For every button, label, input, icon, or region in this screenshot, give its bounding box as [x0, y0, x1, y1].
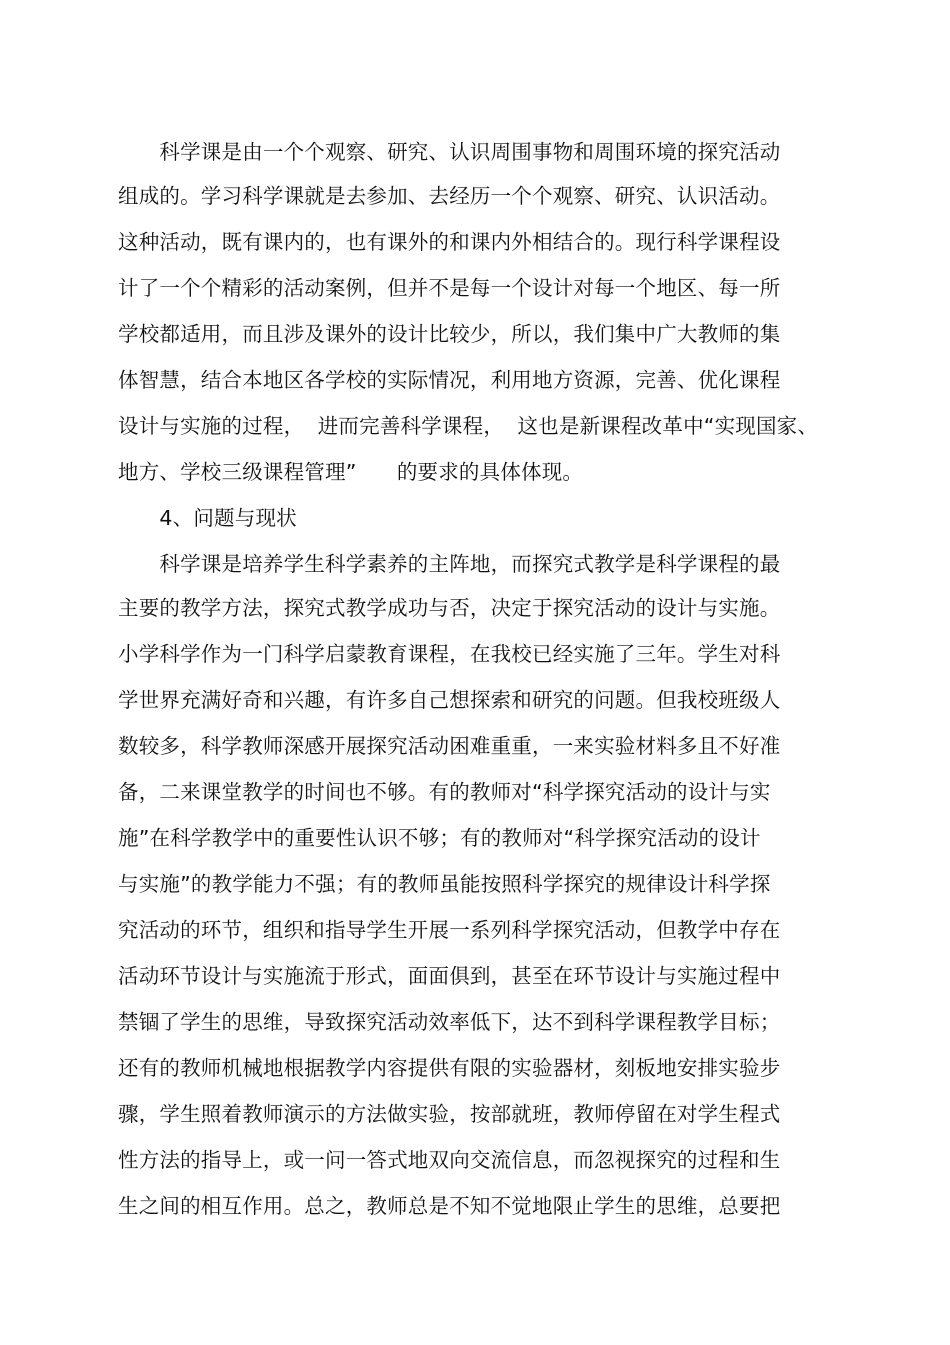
paragraph-line-18: 活动环节设计与实施流于形式，面面俱到，甚至在环节设计与实施过程中	[118, 964, 781, 988]
paragraph-line-12: 学世界充满好奇和兴趣，有许多自己想探索和研究的问题。但我校班级人	[118, 688, 781, 712]
paragraph-line-9: 科学课是培养学生科学素养的主阵地，而探究式教学是科学课程的最	[118, 552, 781, 576]
paragraph-line-21: 骤，学生照着教师演示的方法做实验，按部就班，教师停留在对学生程式	[118, 1102, 781, 1126]
paragraph-line-8: 地方、学校三级课程管理” 的要求的具体体现。	[118, 460, 584, 484]
paragraph-line-13: 数较多，科学教师深感开展探究活动困难重重，一来实验材料多且不好准	[118, 734, 781, 758]
paragraph-line-15: 施”在科学教学中的重要性认识不够；有的教师对“科学探究活动的设计	[118, 826, 761, 850]
section-heading: 4、问题与现状	[118, 506, 297, 530]
paragraph-line-16: 与实施”的教学能力不强；有的教师虽能按照科学探究的规律设计科学探	[118, 872, 771, 896]
paragraph-line-6: 体智慧，结合本地区各学校的实际情况，利用地方资源，完善、优化课程	[118, 368, 781, 392]
paragraph-line-10: 主要的教学方法，探究式教学成功与否，决定于探究活动的设计与实施。	[118, 596, 781, 620]
paragraph-line-22: 性方法的指导上，或一问一答式地双向交流信息，而忽视探究的过程和生	[118, 1148, 781, 1172]
paragraph-line-4: 计了一个个精彩的活动案例，但并不是每一个设计对每一个地区、每一所	[118, 276, 781, 300]
paragraph-line-1: 科学课是由一个个观察、研究、认识周围事物和周围环境的探究活动	[118, 140, 781, 164]
paragraph-line-2: 组成的。学习科学课就是去参加、去经历一个个观察、研究、认识活动。	[118, 184, 781, 208]
paragraph-line-3: 这种活动，既有课内的，也有课外的和课内外相结合的。现行科学课程设	[118, 230, 781, 254]
paragraph-line-23: 生之间的相互作用。总之，教师总是不知不觉地限止学生的思维，总要把	[118, 1194, 781, 1218]
paragraph-line-7: 设计与实施的过程， 进而完善科学课程， 这也是新课程改革中“实现国家、	[118, 414, 819, 438]
paragraph-line-19: 禁锢了学生的思维，导致探究活动效率低下，达不到科学课程教学目标；	[118, 1010, 781, 1034]
paragraph-line-5: 学校都适用，而且涉及课外的设计比较少，所以，我们集中广大教师的集	[118, 322, 781, 346]
paragraph-line-20: 还有的教师机械地根据教学内容提供有限的实验器材，刻板地安排实验步	[118, 1056, 781, 1080]
paragraph-line-17: 究活动的环节，组织和指导学生开展一系列科学探究活动，但教学中存在	[118, 918, 781, 942]
paragraph-line-14: 备，二来课堂教学的时间也不够。有的教师对“科学探究活动的设计与实	[118, 780, 771, 804]
paragraph-line-11: 小学科学作为一门科学启蒙教育课程，在我校已经实施了三年。学生对科	[118, 642, 781, 666]
